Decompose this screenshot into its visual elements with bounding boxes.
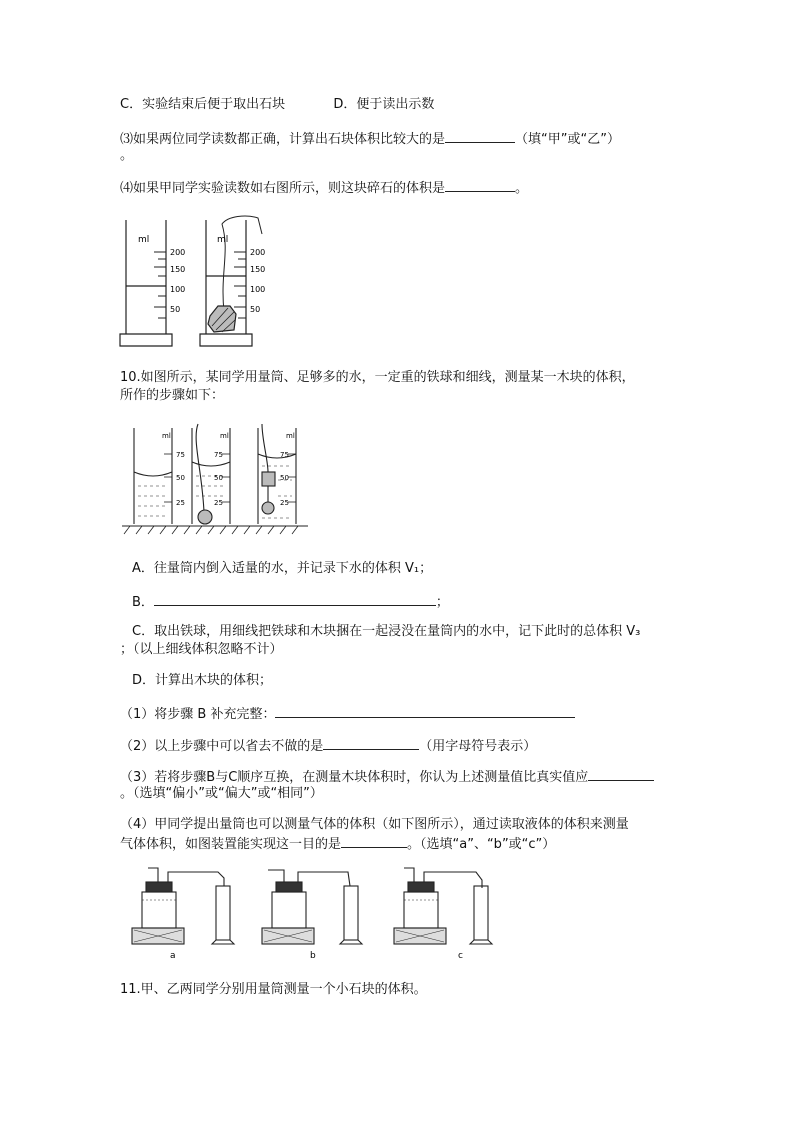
apparatus-c [394,868,492,944]
answer-blank[interactable] [341,833,407,848]
q10-sub2: （2）以上步骤中可以省去不做的是 （用字母符号表示） [120,735,536,757]
answer-blank[interactable] [445,177,515,192]
label-b: b [310,951,316,961]
answer-blank[interactable] [588,766,654,781]
step-b: B． ； [132,591,449,613]
svg-text:100: 100 [170,285,186,294]
q9-sub3-end: 。 [120,148,134,163]
step-b-blank[interactable] [154,591,436,606]
svg-text:200: 200 [250,248,266,257]
svg-text:50: 50 [214,474,223,482]
option-d: D．便于读出示数 [333,97,435,112]
svg-text:25: 25 [214,499,223,507]
option-c-d-line [120,95,434,115]
apparatus-a [132,868,234,944]
label-c: c [458,951,463,961]
svg-text:75: 75 [176,451,185,459]
answer-blank[interactable] [445,128,515,143]
answer-blank[interactable] [323,735,419,750]
svg-text:ml: ml [286,432,295,440]
cylinders-stone-figure [118,212,268,352]
step-c-2: ；（以上细线体积忽略不计） [120,642,283,657]
svg-text:100: 100 [250,285,266,294]
svg-text:25: 25 [176,499,185,507]
q10-sub3-2: 。（选填“偏小”或“偏大”或“相同”） [120,786,323,801]
q10-sub1: （1）将步骤 B 补充完整： [120,703,575,725]
svg-text:75: 75 [214,451,223,459]
step-d: D．计算出木块的体积； [132,673,273,688]
q10-intro-1: 10.如图所示，某同学用量筒、足够多的水，一定重的铁球和细线，测量某一木块的体积， [120,370,635,385]
svg-text:50: 50 [170,305,181,314]
q10-sub3-1: （3）若将步骤B与C顺序互换，在测量木块体积时，你认为上述测量值比真实值应 [120,766,654,788]
svg-text:150: 150 [170,265,186,274]
wood-block [262,472,275,486]
svg-text:200: 200 [170,248,186,257]
svg-text:ml: ml [162,432,171,440]
label-a: a [170,951,176,961]
option-c: C．实验结束后便于取出石块 [120,97,286,112]
water-level-1 [134,472,172,476]
iron-ball-cylinders-figure [122,420,312,538]
iron-ball [198,510,212,524]
svg-text:ml: ml [217,235,229,245]
svg-text:25: 25 [280,499,289,507]
q11-text: 11.甲、乙两同学分别用量筒测量一个小石块的体积。 [120,982,427,997]
svg-text:150: 150 [250,265,266,274]
q10-sub4-1: （4）甲同学提出量筒也可以测量气体的体积（如下图所示），通过读取液体的体积来测量 [120,817,629,832]
svg-text:50: 50 [176,474,185,482]
stone [208,306,236,332]
q10-sub4-2: 气体体积，如图装置能实现这一目的是 。（选填“a”、“b”或“c”） [120,833,555,855]
q9-sub4: ⑷如果甲同学实验读数如右图所示，则这块碎石的体积是 。 [120,177,528,199]
q9-sub3: ⑶如果两位同学读数都正确，计算出石块体积比较大的是 （填“甲”或“乙”） [120,128,620,150]
answer-blank[interactable] [275,703,575,718]
gas-apparatus-figure [128,866,508,962]
step-a: A．往量筒内倒入适量的水，并记录下水的体积 V₁； [132,561,433,576]
cylinder-right [200,216,262,346]
svg-text:75: 75 [280,451,289,459]
svg-text:ml: ml [220,432,229,440]
q10-intro-2: 所作的步骤如下： [120,388,225,403]
svg-text:50: 50 [250,305,261,314]
apparatus-b [262,870,362,944]
iron-ball [262,502,274,514]
svg-text:50: 50 [280,474,289,482]
step-c-1: C．取出铁球，用细线把铁球和木块捆在一起浸没在量筒内的水中，记下此时的总体积 V₃ [132,624,641,639]
cylinder-unit-label: ml [138,235,150,245]
